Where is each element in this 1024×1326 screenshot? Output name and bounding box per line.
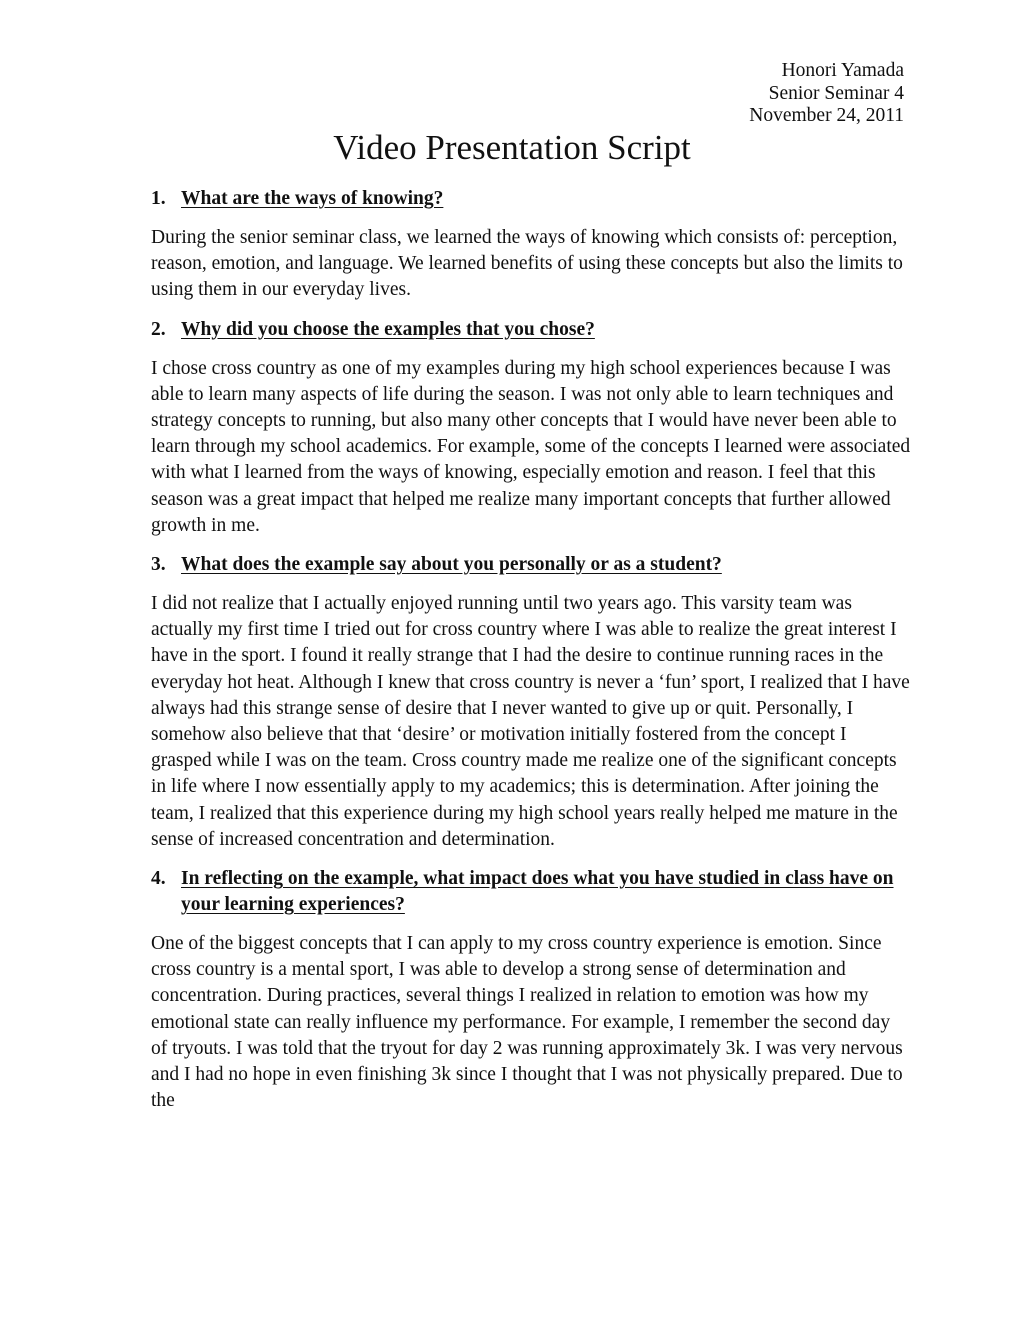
answer-paragraph: I did not realize that I actually enjoyed running until two years ago. This varsity team was actually my first time I tried out for cross country where I was able to realize the great interest I have in the sport. I found it really strange that I had the desire to continue running races in the everyday hot heat. Although I knew that cross country is never a ‘fun’ sport, I realized that I have always had this strange sense of desire that I never wanted to give up or quit. Personally, I somehow also believe that that ‘desire’ or motivation initially fostered from the concept I grasped while I was on the team. Cross country made me realize one of the significant concepts in life where I now essentially apply to my academics; this is determination. After joining the team, I realized that this experience during my high school years really helped me mature in the sense of increased concentration and determination. bbox=[151, 593, 910, 850]
document-title: Video Presentation Script bbox=[333, 128, 691, 167]
question-number: 4. bbox=[151, 868, 166, 890]
document-body bbox=[151, 186, 911, 1127]
answer-paragraph: One of the biggest concepts that I can apply to my cross country experience is emotion. Since cross country is a mental sport, I was able to develop a strong sense of determination and concentration. During practices, several things I realized in relation to emotion was how my emotional state can really influence my performance. For example, I remember the second day of tryouts. I was told that the tryout for day 2 was running approximately 3k. I was very nervous and I had no hope in even finishing 3k since I thought that I was not physically prepared. Due to the bbox=[151, 933, 903, 1112]
answer-paragraph: During the senior seminar class, we learned the ways of knowing which consists of: perception, reason, emotion, and language. We learned benefits of using these concepts but also the limits to using them in our everyday lives. bbox=[151, 227, 903, 301]
question-text: Why did you choose the examples that you chose? bbox=[181, 318, 595, 340]
course-name: Senior Seminar 4 bbox=[768, 82, 904, 104]
author-name: Honori Yamada bbox=[781, 60, 904, 81]
question-number: 1. bbox=[151, 188, 166, 209]
document-date: November 24, 2011 bbox=[749, 105, 904, 126]
question-text: What are the ways of knowing? bbox=[181, 188, 444, 209]
answer-paragraph: I chose cross country as one of my examples during my high school experiences because I was able to learn many aspects of life during the season. I was not only able to learn techniques and strategy concepts to running, but also many other concepts that I would have never been able to learn through my school academics. For example, some of the concepts I learned were associated with what I learned from the ways of knowing, especially emotion and reason. I feel that this season was a great impact that helped me realize many important concepts that further allowed growth in me. bbox=[151, 357, 911, 536]
question-heading bbox=[151, 552, 911, 578]
question-heading bbox=[151, 317, 911, 343]
question-text: In reflecting on the example, what impact does what you have studied in class have on your learning experiences? bbox=[181, 868, 894, 916]
question-number: 2. bbox=[151, 318, 166, 340]
question-heading bbox=[151, 186, 911, 212]
question-heading bbox=[151, 866, 911, 918]
question-text: What does the example say about you personally or as a student? bbox=[181, 554, 722, 576]
question-number: 3. bbox=[151, 554, 166, 576]
document-header bbox=[749, 60, 904, 128]
